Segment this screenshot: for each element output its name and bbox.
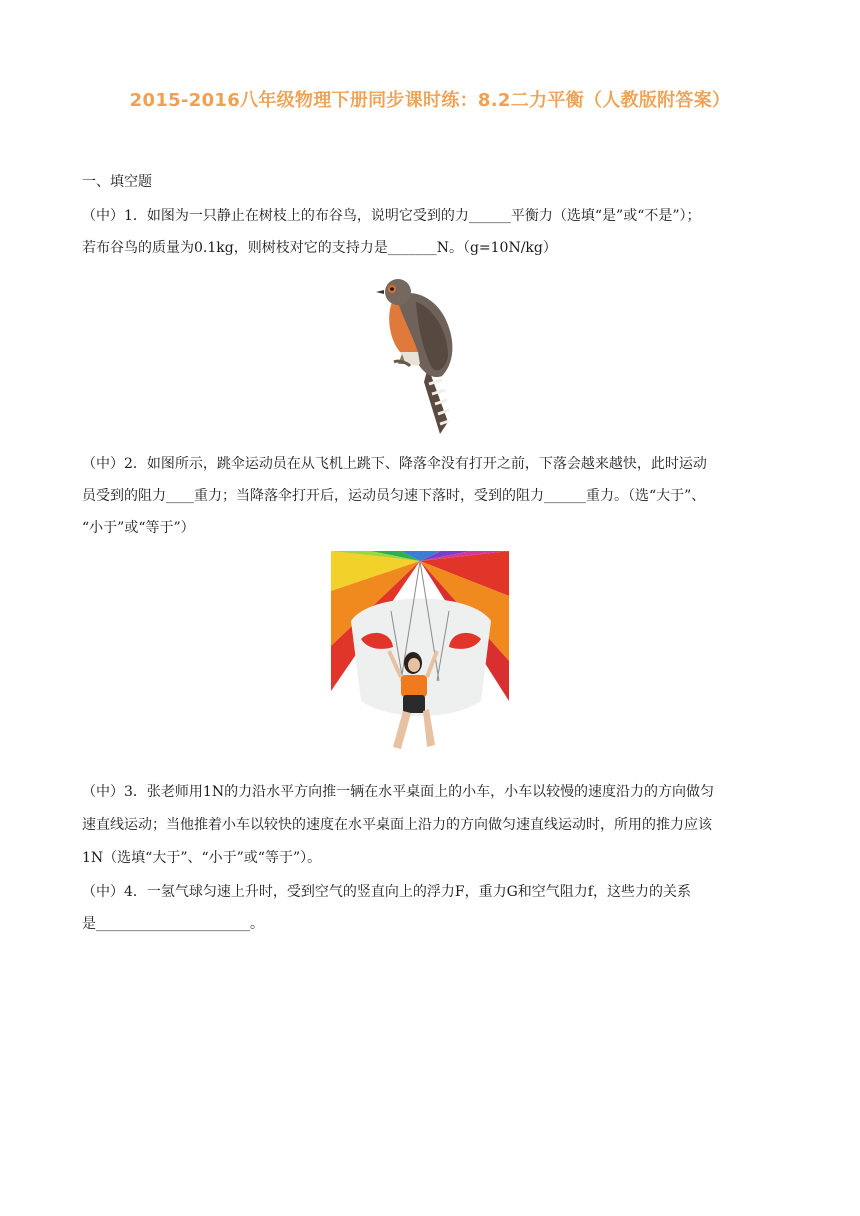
cuckoo-bird-photo [376,272,466,438]
question-3-line-1: （中）3．张老师用1N的力沿水平方向推一辆在水平桌面上的小车，小车以较慢的速度沿力的方向做匀 [82,784,715,800]
parachute-photo [331,551,509,766]
question-2-line-3: “小于”或“等于”） [82,520,195,536]
question-3-line-2: 速直线运动；当他推着小车以较快的速度在水平桌面上沿力的方向做匀速直线运动时，所用的推力应该 [82,817,712,833]
question-1-line-2: 若布谷鸟的质量为0.1kg，则树枝对它的支持力是_______N。（g=10N/kg） [82,240,557,256]
document-title: 2015-2016八年级物理下册同步课时练：8.2二力平衡（人教版附答案） [129,90,731,111]
question-4-line-2: 是______________________。 [82,916,264,932]
question-2-line-1: （中）2．如图所示，跳伞运动员在从飞机上跳下、降落伞没有打开之前，下落会越来越快，此时运动 [82,456,707,472]
question-1-line-1: （中）1．如图为一只静止在树枝上的布谷鸟，说明它受到的力______平衡力（选填“是”或“不是”）； [82,208,701,224]
question-3-line-3: 1N（选填“大于”、“小于”或“等于”）。 [82,850,322,866]
question-4-line-1: （中）4．一氢气球匀速上升时，受到空气的竖直向上的浮力F，重力G和空气阻力f，这些力的关系 [82,884,691,900]
question-2-line-2: 员受到的阻力____重力；当降落伞打开后，运动员匀速下落时，受到的阻力______重力。（选“大于”、 [82,488,706,504]
section-heading: 一、填空题 [82,174,152,190]
